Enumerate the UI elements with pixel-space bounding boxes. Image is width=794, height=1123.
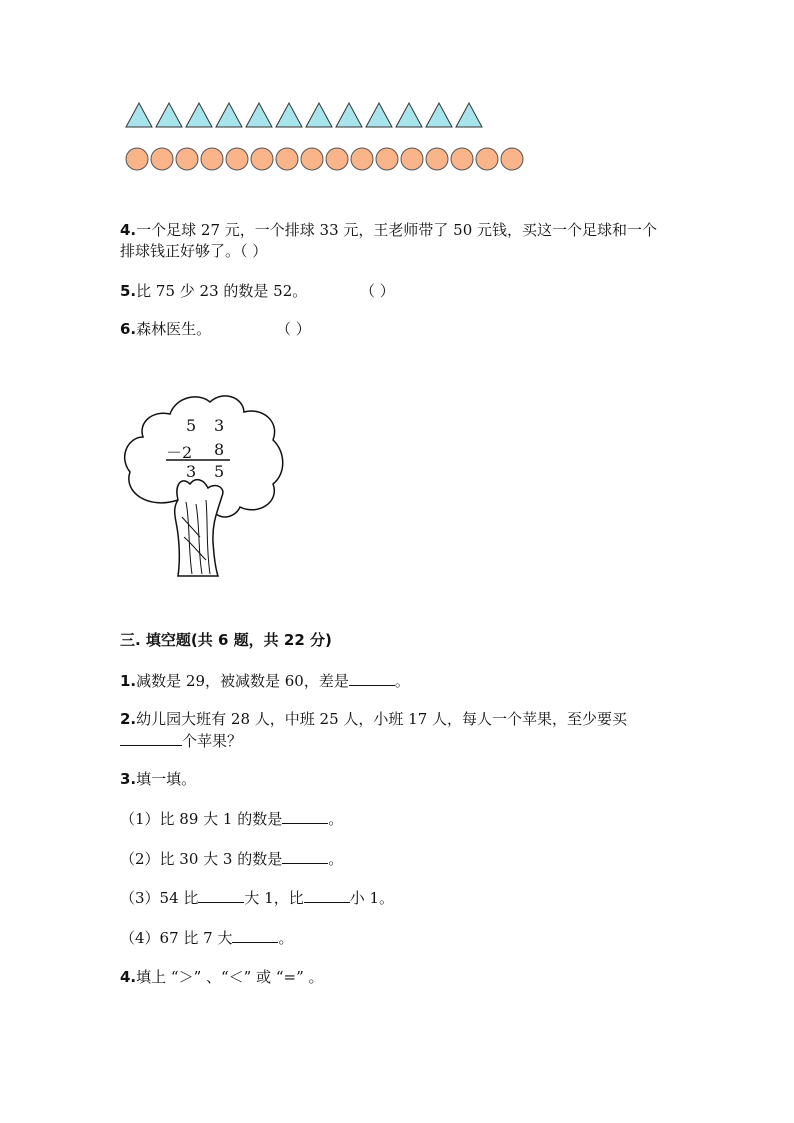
circle-shape [501, 148, 523, 170]
item-text-end: 。 [328, 810, 344, 828]
triangle-shape [126, 103, 152, 127]
fill-q2-line2 [120, 730, 242, 751]
question-text-line1: 一个足球 27 元，一个排球 33 元，王老师带了 50 元钱，买这一个足球和一个 [136, 221, 658, 239]
answer-blank[interactable] [232, 927, 278, 943]
item-text-end: 。 [328, 850, 344, 868]
triangle-shape [216, 103, 242, 127]
question-text: 森林医生。 [136, 320, 212, 338]
tree-row3-ones: 5 [214, 462, 225, 481]
tree-row1-ones: 3 [214, 416, 225, 435]
question-number: 6. [120, 320, 137, 338]
question-text: 比 75 少 23 的数是 52。 [136, 282, 308, 300]
circle-shape [426, 148, 448, 170]
circle-shape [476, 148, 498, 170]
item-text: （3）54 比 [120, 889, 199, 907]
judgement-q6 [120, 318, 211, 339]
fill-q4 [120, 966, 324, 987]
circle-shape [126, 148, 148, 170]
judgement-q4 [120, 219, 657, 240]
tree-row2-ones: 8 [214, 440, 225, 459]
fill-q3-item1 [120, 808, 343, 829]
triangle-shape [246, 103, 272, 127]
question-number: 2. [120, 710, 137, 728]
triangle-shape [186, 103, 212, 127]
item-text-end: 。 [278, 929, 294, 947]
triangle-shape [456, 103, 482, 127]
triangle-shape [366, 103, 392, 127]
circle-shape [251, 148, 273, 170]
triangle-row [120, 100, 490, 130]
item-text: （2）比 30 大 3 的数是 [120, 850, 283, 868]
answer-paren[interactable]: （ ） [276, 320, 311, 338]
tree-row2-tens: －2 [166, 443, 193, 462]
fill-q3-item3 [120, 887, 394, 908]
circle-shape [326, 148, 348, 170]
answer-blank[interactable] [304, 887, 350, 903]
judgement-q5 [120, 280, 307, 301]
triangle-shape [276, 103, 302, 127]
circle-shape [176, 148, 198, 170]
circle-shape [276, 148, 298, 170]
fill-q2 [120, 708, 627, 729]
circle-row [120, 145, 530, 175]
question-number: 4. [120, 221, 137, 239]
question-number: 1. [120, 672, 137, 690]
circle-shape [451, 148, 473, 170]
triangle-shape [336, 103, 362, 127]
triangle-shape [306, 103, 332, 127]
fill-q3 [120, 768, 196, 789]
fill-q1 [120, 670, 410, 691]
circle-shape [351, 148, 373, 170]
circle-shape [401, 148, 423, 170]
question-text-end: 。 [394, 672, 410, 690]
judgement-q4-line2 [120, 240, 267, 261]
question-number: 4. [120, 968, 137, 986]
circle-shape [151, 148, 173, 170]
answer-blank[interactable] [282, 848, 328, 864]
answer-paren[interactable]: （ ） [360, 282, 395, 300]
answer-blank[interactable] [120, 730, 182, 746]
item-text-end: 小 1。 [349, 889, 395, 907]
tree-row1-tens: 5 [186, 416, 197, 435]
question-text-line2: 排球钱正好够了。（ ） [120, 242, 268, 260]
triangle-shape [156, 103, 182, 127]
circle-shape [201, 148, 223, 170]
item-text: （1）比 89 大 1 的数是 [120, 810, 283, 828]
triangle-shape [396, 103, 422, 127]
answer-blank[interactable] [198, 887, 244, 903]
circle-shape [376, 148, 398, 170]
question-number: 5. [120, 282, 137, 300]
circle-shape [301, 148, 323, 170]
question-number: 3. [120, 770, 137, 788]
question-text-line2: 个苹果？ [182, 732, 243, 750]
answer-blank[interactable] [349, 670, 395, 686]
question-text: 减数是 29，被减数是 60，差是 [136, 672, 349, 690]
question-text-line1: 幼儿园大班有 28 人，中班 25 人，小班 17 人，每人一个苹果，至少要买 [136, 710, 628, 728]
item-text-middle: 大 1，比 [244, 889, 304, 907]
circle-shape [226, 148, 248, 170]
fill-q3-item2 [120, 848, 343, 869]
question-text: 填上 “＞” 、“＜” 或 “=” 。 [136, 968, 324, 986]
item-text: （4）67 比 7 大 [120, 929, 233, 947]
triangle-shape [426, 103, 452, 127]
question-text: 填一填。 [136, 770, 197, 788]
fill-q3-item4 [120, 927, 294, 948]
section-title: 三. 填空题(共 6 题，共 22 分) [120, 631, 332, 649]
answer-blank[interactable] [282, 808, 328, 824]
tree-row3-tens: 3 [186, 462, 197, 481]
tree-illustration [118, 392, 293, 582]
